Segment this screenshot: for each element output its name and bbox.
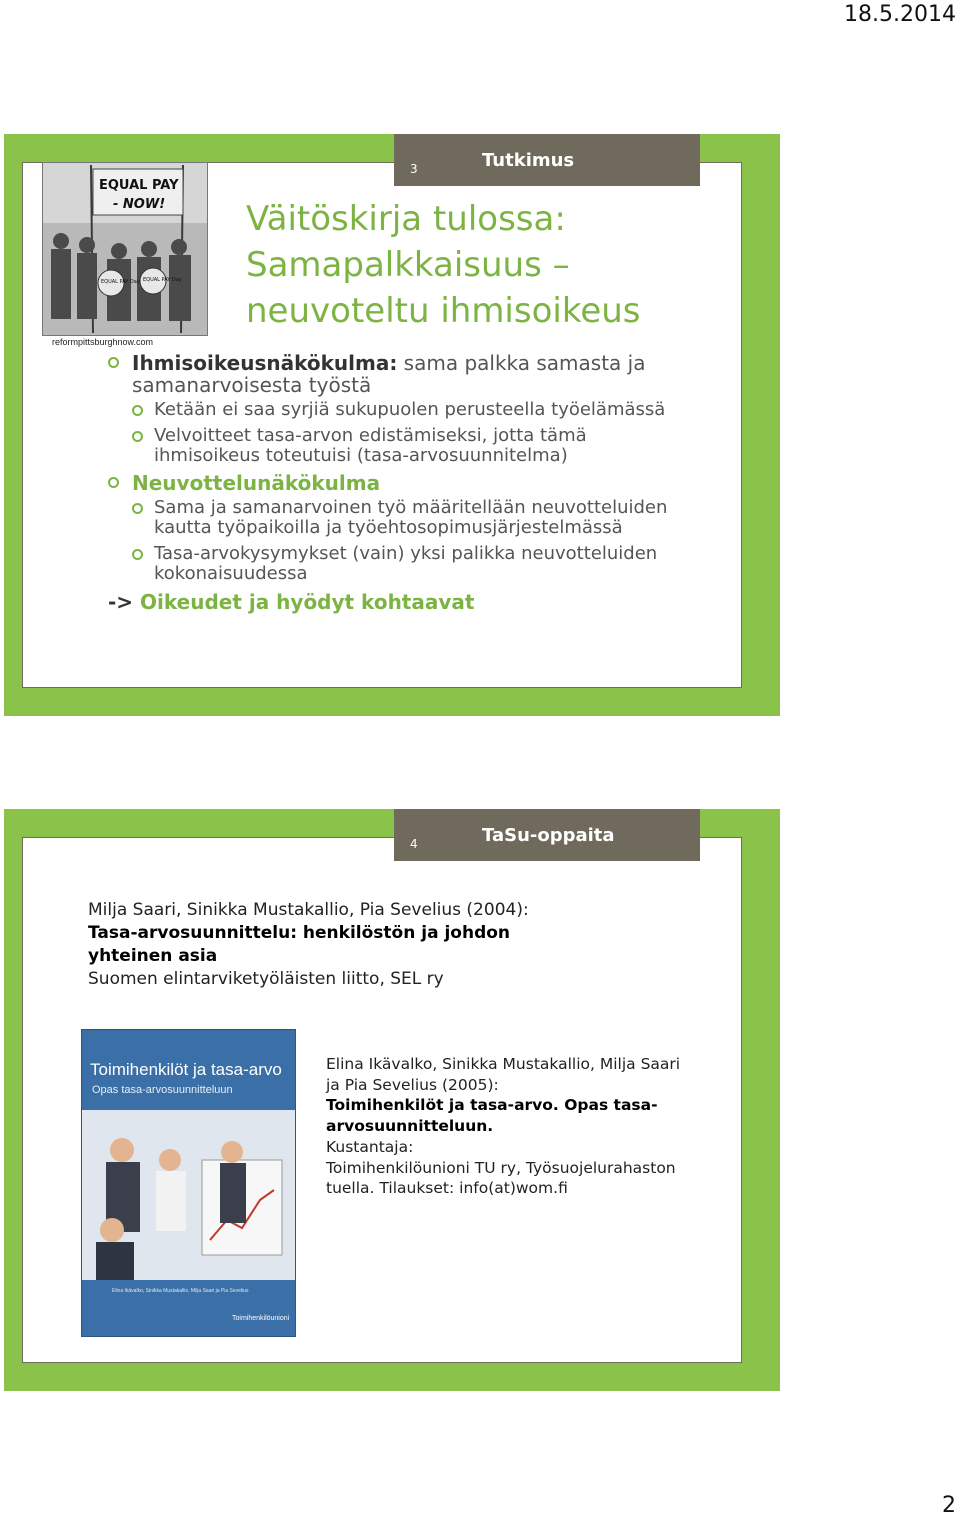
sub-bullet-text: Tasa-arvokysymykset (vain) yksi palikka neuvotteluiden kokonaisuudessa: [154, 542, 658, 584]
sign-text-now: - NOW!: [113, 197, 166, 212]
badge-text-2: EQUAL PAY Day: [143, 277, 182, 283]
ref2-authors: Elina Ikävalko, Sinikka Mustakallio, Milja Saari ja Pia Sevelius (2005):: [326, 1055, 681, 1094]
conclusion-text: Oikeudet ja hyödyt kohtaavat: [133, 589, 475, 614]
sub-bullet-text: Ketään ei saa syrjiä sukupuolen perusteella työelämässä: [154, 399, 666, 420]
slide-number: 4: [410, 837, 418, 851]
slide-number: 3: [410, 162, 418, 176]
cover-subtitle: Opas tasa-arvosuunnitteluun: [92, 1084, 233, 1096]
cover-title: Toimihenkilöt ja tasa-arvo: [90, 1060, 282, 1079]
page-number: 2: [942, 1493, 956, 1518]
guide-reference-1: [88, 899, 608, 991]
slide-header-title: Tutkimus: [482, 150, 575, 171]
office-meeting-illustration: [82, 1110, 295, 1280]
slide-3: [4, 134, 780, 716]
slide-3-title: [246, 196, 746, 334]
sub-bullet-text: Velvoitteet tasa-arvon edistämiseksi, jotta tämä ihmisoikeus toteutuisi (tasa-arvosuunnitelma): [154, 424, 587, 466]
sub-bullet: [108, 400, 688, 421]
sub-bullet: [108, 426, 688, 467]
bullet-human-rights: [108, 352, 688, 396]
bullet-heading: Ihmisoikeusnäkökulma:: [132, 351, 398, 375]
page-date: 18.5.2014: [844, 2, 956, 27]
arrow-prefix: ->: [108, 589, 134, 614]
title-line-3: neuvoteltu ihmisoikeus: [246, 291, 641, 331]
sub-bullet-text: Sama ja samanarvoinen työ määritellään neuvotteluiden kautta työpaikoilla ja työehtosopimusjärjestelmässä: [154, 496, 668, 538]
protest-photo-drawing: [43, 163, 207, 335]
bullet-circle-icon: [108, 477, 119, 488]
badge-text-1: EQUAL PAY Day: [101, 279, 140, 285]
bullet-circle-icon: [132, 405, 143, 416]
title-line-1: Väitöskirja tulossa:: [246, 199, 566, 239]
bullet-heading: Neuvottelunäkökulma: [132, 470, 381, 495]
cover-publisher: Toimihenkilöunioni: [232, 1315, 290, 1322]
ref2-title: Toimihenkilöt ja tasa-arvo. Opas tasa- arvosuunnitteluun.: [326, 1096, 658, 1136]
slide-3-bullets: [108, 352, 688, 614]
ref1-authors: Milja Saari, Sinikka Mustakallio, Pia Sevelius (2004):: [88, 900, 529, 920]
bullet-circle-icon: [132, 503, 143, 514]
cover-authors: Elina Ikävalko, Sinikka Mustakallio, Milja Saari ja Pia Sevelius: [112, 1288, 249, 1294]
conclusion-line: [108, 590, 688, 614]
bullet-circle-icon: [132, 549, 143, 560]
ref2-publisher: Kustantaja: Toimihenkilöunioni TU ry, Työsuojelurahaston tuella. Tilaukset: info(at)wom.fi: [326, 1137, 676, 1198]
ref1-title: Tasa-arvosuunnittelu: henkilöstön ja johdon yhteinen asia: [88, 923, 511, 966]
cover-photo: [82, 1110, 295, 1280]
book-cover-image: [81, 1029, 296, 1337]
title-line-2: Samapalkkaisuus –: [246, 245, 570, 285]
photo-credit: reformpittsburghnow.com: [52, 337, 154, 347]
sub-bullet: [108, 544, 688, 585]
slide-4: [4, 809, 780, 1391]
bullet-negotiation: [108, 472, 688, 494]
slide-3-header: [394, 134, 700, 186]
ref1-publisher: Suomen elintarviketyöläisten liitto, SEL ry: [88, 969, 444, 989]
sub-bullet: [108, 498, 688, 539]
slide-header-title: TaSu-oppaita: [482, 825, 615, 846]
equal-pay-protest-photo: [42, 162, 208, 336]
bullet-circle-icon: [132, 431, 143, 442]
guide-reference-2: [326, 1054, 706, 1199]
slide-4-header: [394, 809, 700, 861]
sign-text-equal-pay: EQUAL PAY: [99, 178, 179, 193]
bullet-circle-icon: [108, 357, 119, 368]
bullet-text: sama palkka samasta ja samanarvoisesta työstä: [132, 351, 646, 397]
